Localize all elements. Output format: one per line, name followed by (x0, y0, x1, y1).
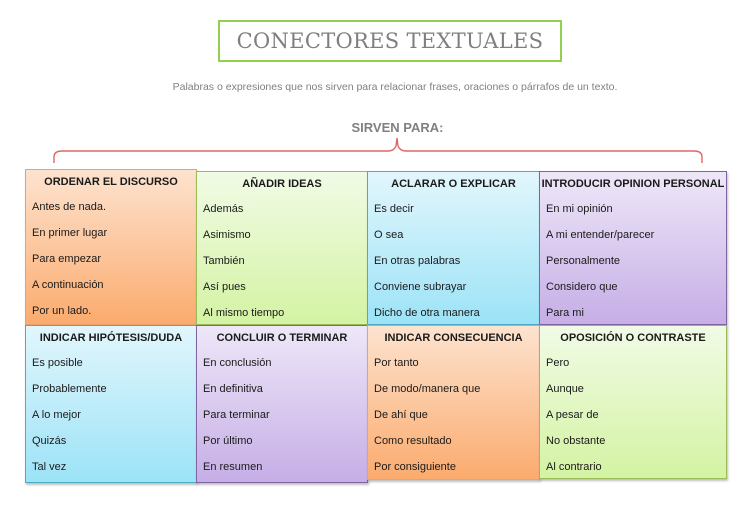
category-box (367, 325, 540, 480)
connector-item: Probablemente (32, 383, 107, 395)
connector-item: También (203, 255, 245, 267)
connector-item: Por tanto (374, 357, 419, 369)
connector-item: En otras palabras (374, 255, 461, 267)
connector-list (197, 350, 367, 480)
connector-item: A continuación (32, 279, 104, 291)
connector-item: Por consiguiente (374, 461, 456, 473)
connector-item: No obstante (546, 435, 606, 447)
connector-list (540, 350, 726, 480)
connector-item: De modo/manera que (374, 383, 481, 395)
connector-list (26, 350, 196, 480)
connector-item: Personalmente (546, 255, 620, 267)
connector-item: En definitiva (203, 383, 263, 395)
connector-item: Como resultado (374, 435, 452, 447)
category-title: AÑADIR IDEAS (242, 178, 322, 190)
subtitle: Palabras o expresiones que nos sirven para relacionar frases, oraciones o párrafos de un texto. (172, 81, 618, 93)
category-box (539, 325, 727, 479)
connector-list (368, 196, 539, 326)
category-box (196, 325, 368, 483)
connector-item: Es decir (374, 203, 414, 215)
connector-item: En primer lugar (32, 227, 108, 239)
connector-item: En mi opinión (546, 203, 613, 215)
connector-item: Conviene subrayar (374, 281, 467, 293)
connector-item: Por último (203, 435, 253, 447)
connector-item: Es posible (32, 357, 83, 369)
connector-item: En conclusión (203, 357, 272, 369)
connector-item: Considero que (546, 281, 618, 293)
connector-list (197, 196, 367, 326)
section-label: SIRVEN PARA: (351, 120, 444, 135)
connector-item: Al mismo tiempo (203, 307, 285, 319)
connector-item: Para mi (546, 307, 584, 319)
connector-item: Además (203, 203, 244, 215)
category-box (25, 325, 197, 483)
connector-item: Asimismo (203, 229, 251, 241)
connector-item: A pesar de (546, 409, 599, 421)
connector-item: Dicho de otra manera (374, 307, 480, 319)
connector-item: Antes de nada. (32, 201, 107, 213)
category-title: CONCLUIR O TERMINAR (216, 332, 348, 344)
connector-list (26, 194, 196, 324)
category-box (196, 171, 368, 325)
category-title: INTRODUCIR OPINION PERSONAL (541, 178, 725, 190)
category-title: ACLARAR O EXPLICAR (391, 178, 516, 190)
connector-item: Quizás (32, 435, 67, 447)
page-title: CONECTORES TEXTUALES (236, 29, 544, 53)
category-title: ORDENAR EL DISCURSO (44, 176, 178, 188)
connector-item: Tal vez (32, 461, 67, 473)
connector-item: De ahí que (374, 409, 428, 421)
connector-item: O sea (374, 229, 404, 241)
connector-item: Para terminar (203, 409, 270, 421)
category-title: INDICAR HIPÓTESIS/DUDA (39, 332, 183, 344)
connector-item: Pero (546, 357, 570, 369)
connector-item: Aunque (546, 383, 584, 395)
connector-item: Así pues (203, 281, 246, 293)
connector-item: A mi entender/parecer (546, 229, 655, 241)
category-box (25, 169, 197, 325)
category-title: OPOSICIÓN O CONTRASTE (560, 332, 706, 344)
category-box (539, 171, 727, 325)
connector-list (368, 350, 539, 480)
connector-item: Para empezar (32, 253, 102, 265)
connector-item: A lo mejor (32, 409, 81, 421)
connector-item: En resumen (203, 461, 263, 473)
category-title: INDICAR CONSECUENCIA (384, 332, 523, 344)
category-box (367, 171, 540, 325)
connector-list (540, 196, 726, 326)
connector-item: Por un lado. (32, 305, 92, 317)
connector-item: Al contrario (546, 461, 602, 473)
